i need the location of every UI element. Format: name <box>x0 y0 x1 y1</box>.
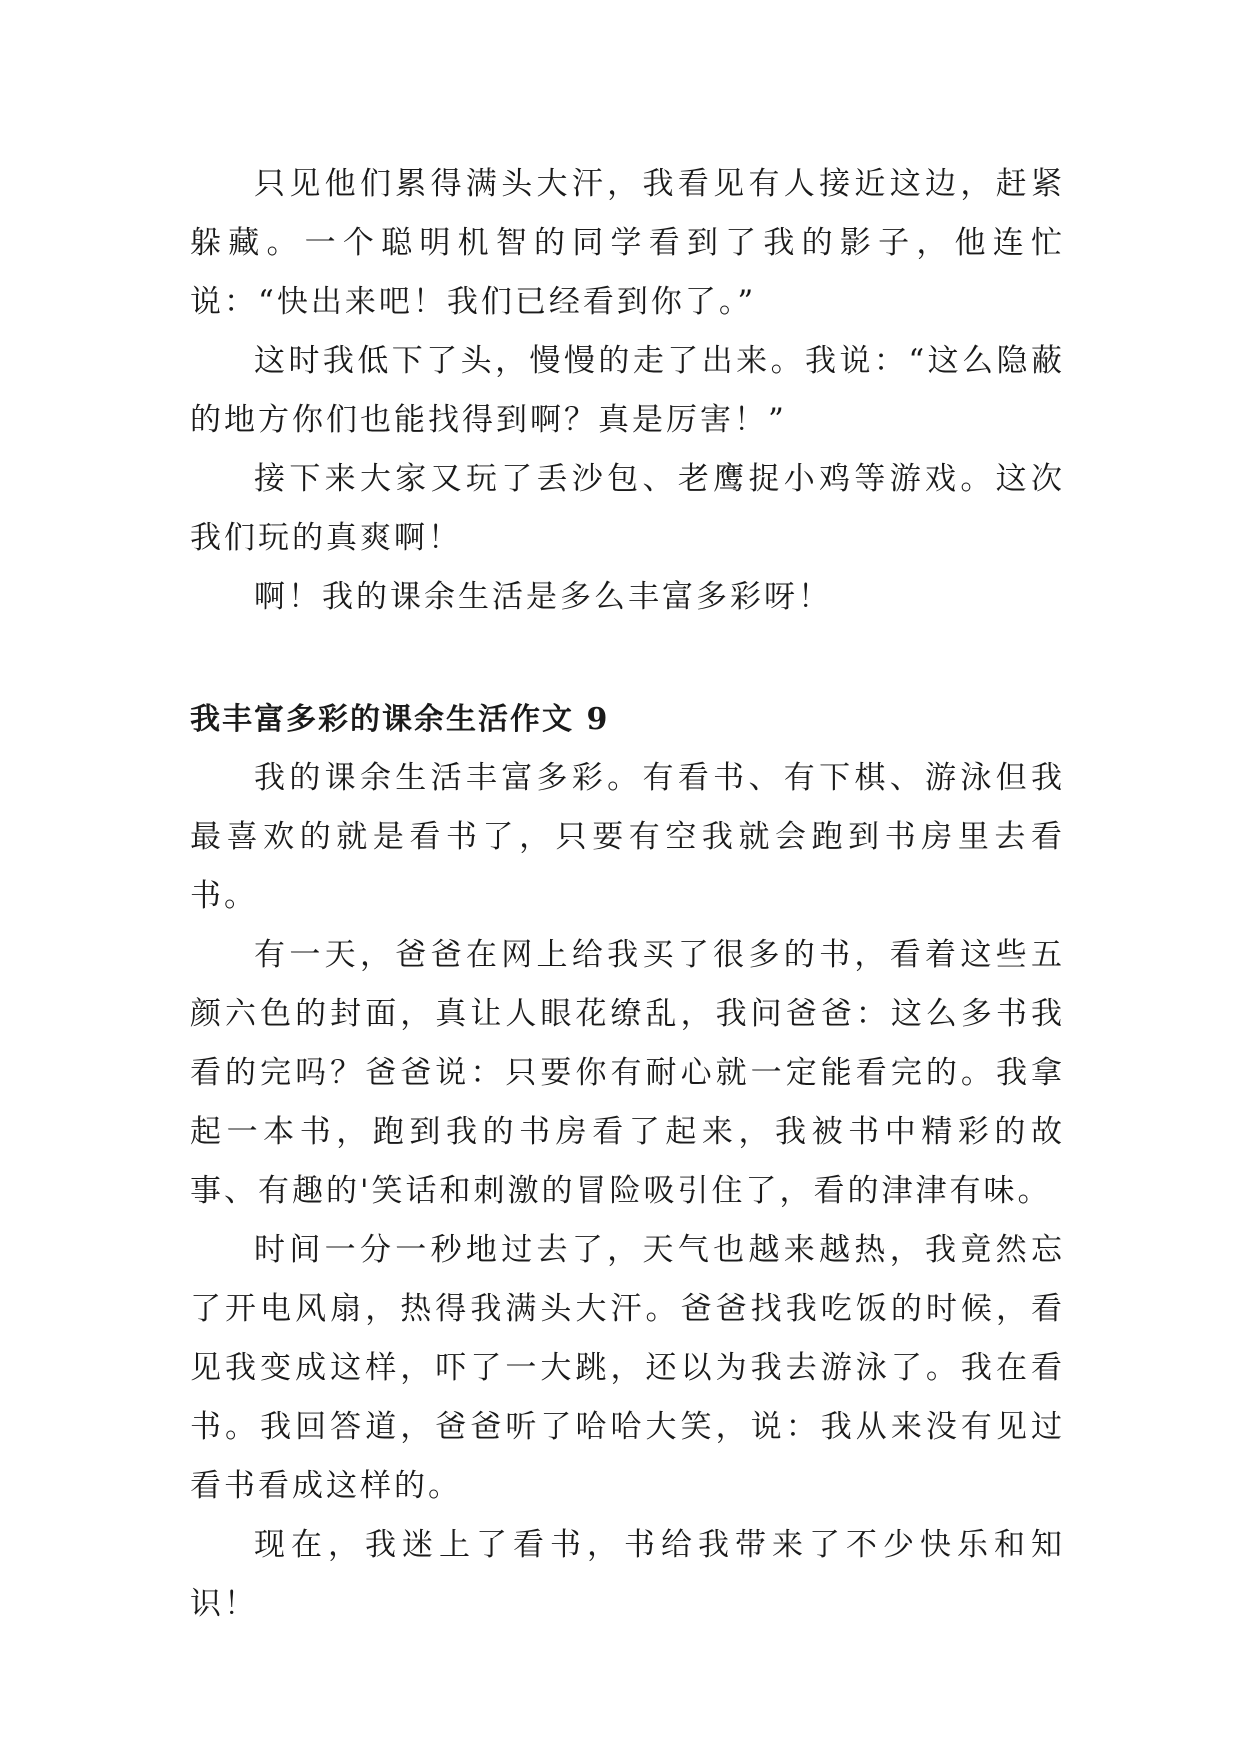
paragraph: 现在，我迷上了看书，书给我带来了不少快乐和知识！ <box>190 1527 1065 1622</box>
paragraph: 这时我低下了头，慢慢的走了出来。我说：“这么隐蔽的地方你们也能找得到啊？真是厉害！” <box>190 343 1065 438</box>
paragraph: 啊！我的课余生活是多么丰富多彩呀！ <box>254 579 832 615</box>
paragraph: 有一天，爸爸在网上给我买了很多的书，看着这些五颜六色的封面，真让人眼花缭乱，我问爸爸：这么多书我看的完吗？爸爸说：只要你有耐心就一定能看完的。我拿起一本书，跑到我的书房看了起来，我被书中精彩的故事、有趣的'笑话和刺激的冒险吸引住了，看的津津有味。 <box>190 937 1065 1209</box>
document-page <box>190 155 1065 1634</box>
essay-title: 我丰富多彩的课余生活作文 9 <box>190 702 610 737</box>
paragraph: 只见他们累得满头大汗，我看见有人接近这边，赶紧躲藏。一个聪明机智的同学看到了我的影子，他连忙说：“快出来吧！我们已经看到你了。” <box>190 166 1065 320</box>
paragraph: 我的课余生活丰富多彩。有看书、有下棋、游泳但我最喜欢的就是看书了，只要有空我就会跑到书房里去看书。 <box>190 760 1065 914</box>
paragraph: 时间一分一秒地过去了，天气也越来越热，我竟然忘了开电风扇，热得我满头大汗。爸爸找我吃饭的时候，看见我变成这样，吓了一大跳，还以为我去游泳了。我在看书。我回答道，爸爸听了哈哈大笑，说：我从来没有见过看书看成这样的。 <box>190 1232 1065 1504</box>
paragraph: 接下来大家又玩了丢沙包、老鹰捉小鸡等游戏。这次我们玩的真爽啊！ <box>190 461 1065 556</box>
